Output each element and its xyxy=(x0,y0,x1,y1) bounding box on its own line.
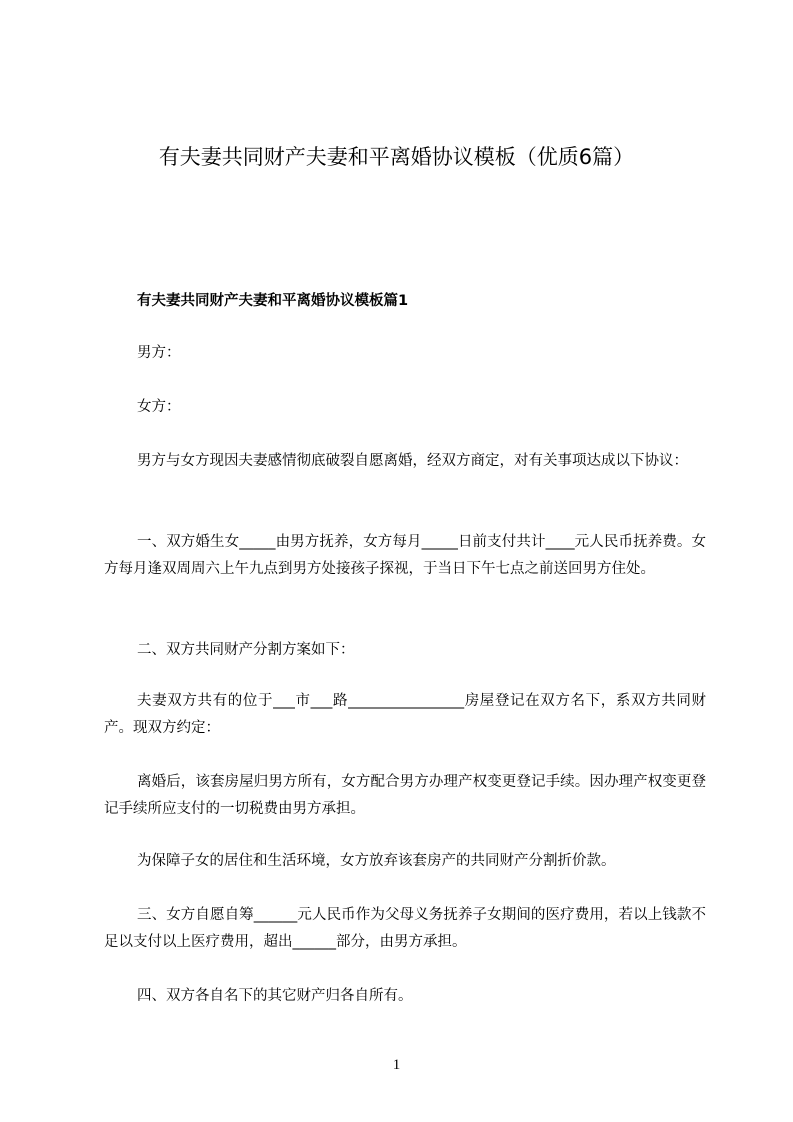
paragraph-clause-2: 二、双方共同财产分割方案如下： xyxy=(137,642,355,658)
paragraph-waiver: 为保障子女的居住和生活环境，女方放弃该套房产的共同财产分割折价款。 xyxy=(137,853,616,869)
paragraph-preamble: 男方与女方现因夫妻感情彻底破裂自愿离婚，经双方商定，对有关事项达成以下协议： xyxy=(137,453,688,469)
paragraph-clause-4: 四、双方各自名下的其它财产归各自所有。 xyxy=(137,988,413,1004)
paragraph-male-party: 男方： xyxy=(137,345,181,361)
paragraph-clause-3: 三、女方自愿自筹______元人民币作为父母义务抚养子女期间的医疗费用，若以上钱款不足以支付以上医疗费用，超出______部分，由男方承担。 xyxy=(104,907,706,950)
paragraph-clause-1: 一、双方婚生女_____由男方抚养，女方每月_____日前支付共计____元人民币抚养费。女方每月逢双周周六上午九点到男方处接孩子探视，于当日下午七点之前送回男方住处。 xyxy=(104,534,706,577)
section-heading: 有夫妻共同财产夫妻和平离婚协议模板篇1 xyxy=(137,293,409,309)
paragraph-property-ownership: 离婚后，该套房屋归男方所有，女方配合男方办理产权变更登记手续。因办理产权变更登记手续所应支付的一切税费由男方承担。 xyxy=(104,774,706,817)
paragraph-property-location: 夫妻双方共有的位于___市___路________________房屋登记在双方名下，系双方共同财产。现双方约定： xyxy=(104,693,706,736)
paragraph-female-party: 女方： xyxy=(137,399,181,415)
document-title: 有夫妻共同财产夫妻和平离婚协议模板（优质6篇） xyxy=(158,145,635,169)
page-number: 1 xyxy=(392,1057,401,1073)
